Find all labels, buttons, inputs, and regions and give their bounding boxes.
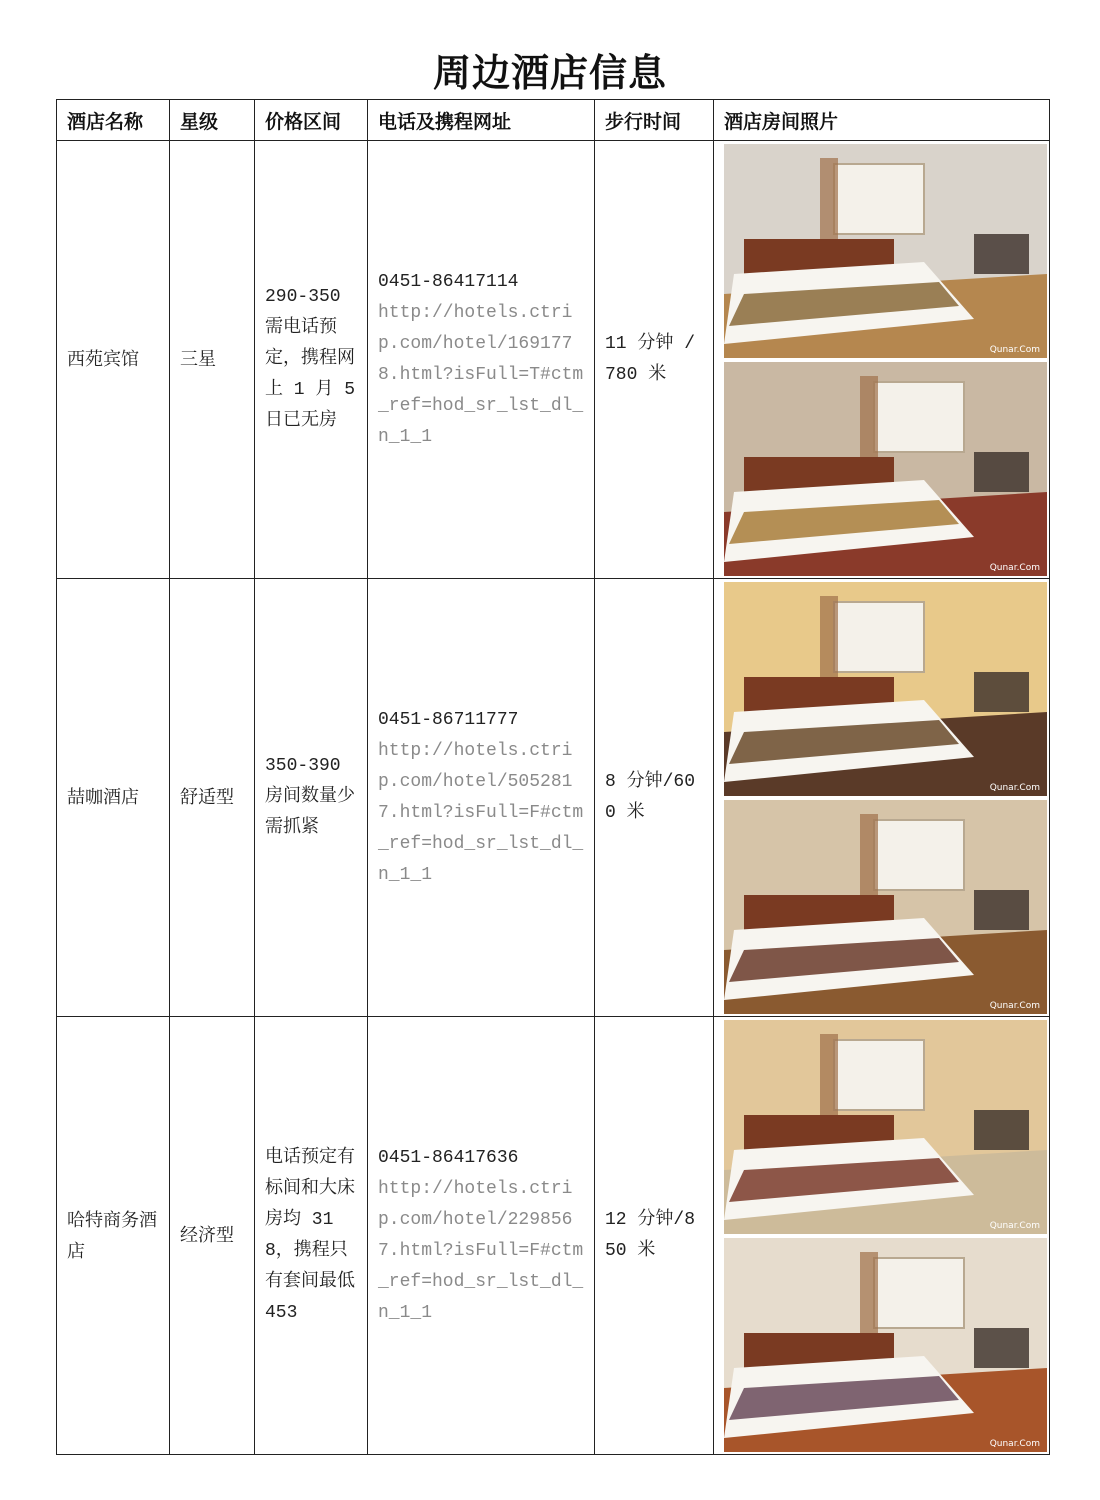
header-price: 价格区间	[255, 100, 368, 141]
hotel-name: 西苑宾馆	[57, 141, 170, 579]
header-room-photos: 酒店房间照片	[714, 100, 1050, 141]
header-walk-time: 步行时间	[595, 100, 714, 141]
hotel-price: 290-350 需电话预定，携程网上 1 月 5 日已无房	[255, 141, 368, 579]
hotel-url-link[interactable]: http://hotels.ctrip.com/hotel/2298567.html?isFull=F#ctm_ref=hod_sr_lst_dl_n_1_1	[378, 1178, 584, 1323]
photo-watermark: Qunar.Com	[989, 562, 1040, 573]
table-row	[57, 1017, 1050, 1455]
table-row	[57, 141, 1050, 579]
hotel-contact	[368, 1017, 595, 1455]
photo-watermark: Qunar.Com	[989, 344, 1040, 355]
hotel-contact	[368, 141, 595, 579]
room-photo	[724, 800, 1047, 1014]
hotel-star: 经济型	[170, 1017, 255, 1455]
photo-watermark: Qunar.Com	[989, 782, 1040, 793]
header-contact: 电话及携程网址	[368, 100, 595, 141]
hotel-star: 舒适型	[170, 579, 255, 1017]
photo-watermark: Qunar.Com	[989, 1220, 1040, 1231]
room-photo	[724, 1238, 1047, 1452]
hotel-name: 哈特商务酒店	[57, 1017, 170, 1455]
page-title: 周边酒店信息	[432, 50, 667, 95]
hotel-url-link[interactable]: http://hotels.ctrip.com/hotel/5052817.html?isFull=F#ctm_ref=hod_sr_lst_dl_n_1_1	[378, 740, 584, 885]
hotel-photos	[714, 579, 1050, 1017]
hotel-walk-time: 8 分钟/600 米	[595, 579, 714, 1017]
hotel-url-link[interactable]: http://hotels.ctrip.com/hotel/1691778.html?isFull=T#ctm_ref=hod_sr_lst_dl_n_1_1	[378, 302, 584, 447]
hotel-phone: 0451-86417636	[378, 1147, 519, 1168]
room-photo	[724, 582, 1047, 796]
table-row	[57, 579, 1050, 1017]
hotel-photos	[714, 1017, 1050, 1455]
room-photo	[724, 362, 1047, 576]
table-header-row	[57, 100, 1050, 141]
hotel-walk-time: 11 分钟 /780 米	[595, 141, 714, 579]
hotel-table	[56, 99, 1050, 1455]
hotel-price: 350-390 房间数量少需抓紧	[255, 579, 368, 1017]
room-photo	[724, 1020, 1047, 1234]
header-star: 星级	[170, 100, 255, 141]
hotel-star: 三星	[170, 141, 255, 579]
room-photo	[724, 144, 1047, 358]
hotel-price: 电话预定有标间和大床房均 318，携程只有套间最低 453	[255, 1017, 368, 1455]
hotel-contact	[368, 579, 595, 1017]
photo-watermark: Qunar.Com	[989, 1000, 1040, 1011]
header-hotel-name: 酒店名称	[57, 100, 170, 141]
hotel-walk-time: 12 分钟/850 米	[595, 1017, 714, 1455]
hotel-phone: 0451-86711777	[378, 709, 519, 730]
hotel-photos	[714, 141, 1050, 579]
hotel-name: 喆咖酒店	[57, 579, 170, 1017]
hotel-phone: 0451-86417114	[378, 271, 519, 292]
photo-watermark: Qunar.Com	[989, 1438, 1040, 1449]
